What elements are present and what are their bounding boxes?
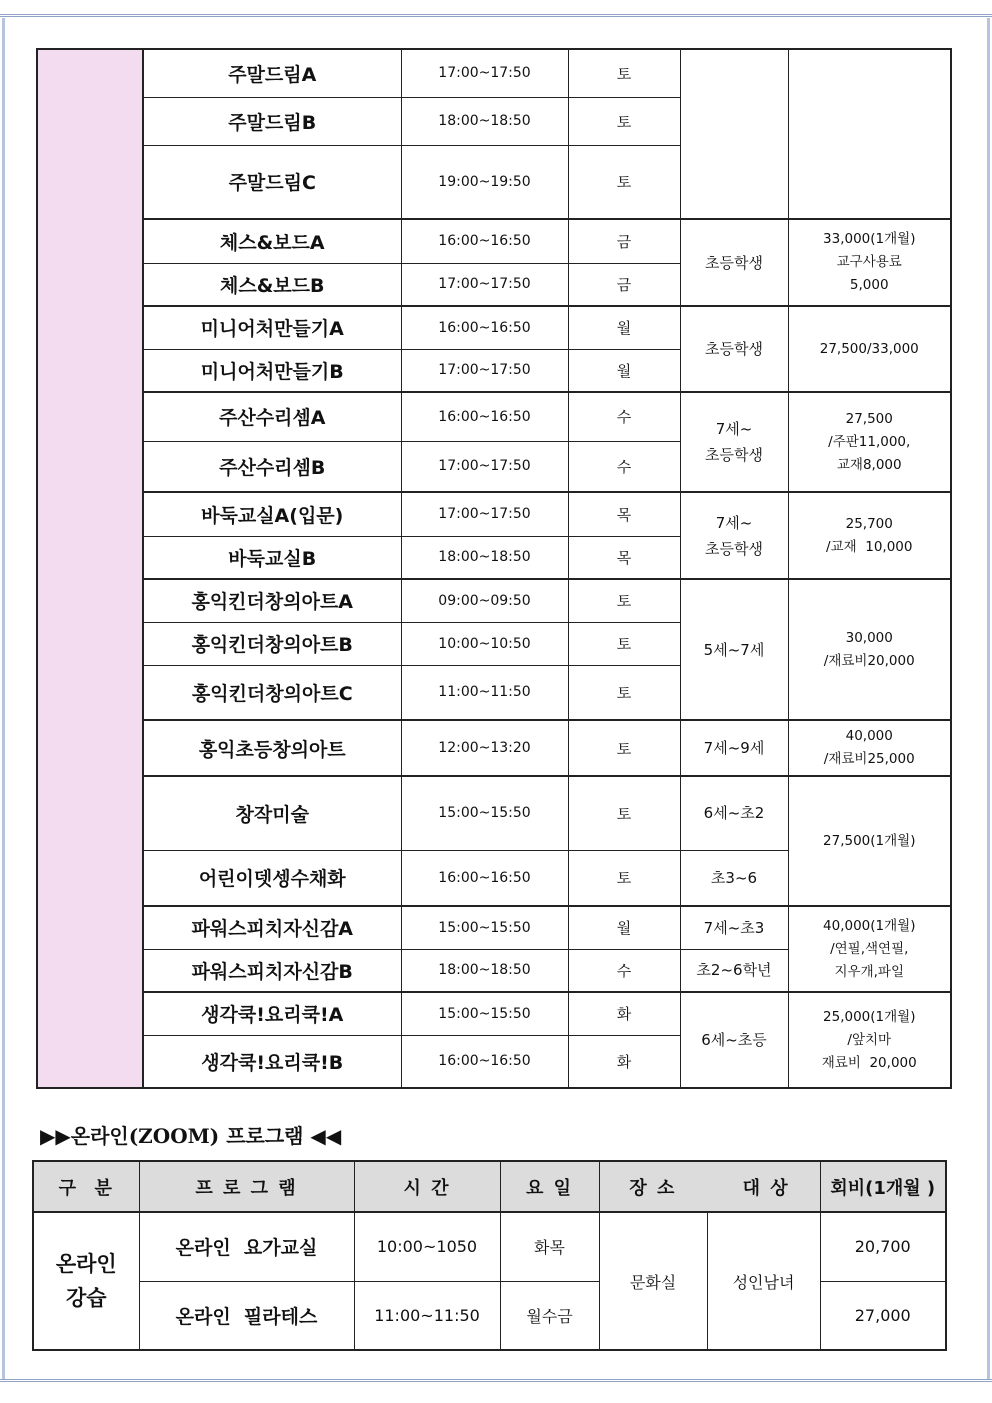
program-day: 토	[568, 579, 680, 622]
fee-line: 재료비 20,000	[821, 1054, 917, 1071]
program-name: 바둑교실A(입문)	[143, 492, 401, 536]
target-cell	[680, 392, 788, 492]
program-name: 어린이뎃셍수채화	[143, 850, 401, 906]
fee-line: /재료비20,000	[823, 652, 915, 669]
header-time: 시 간	[354, 1161, 500, 1212]
program-name: 파워스피치자신감A	[143, 906, 401, 949]
program-name: 주산수리셈B	[143, 441, 401, 492]
program-name: 주말드림B	[143, 97, 401, 145]
program-day: 월	[568, 306, 680, 349]
header-category: 구 분	[33, 1161, 139, 1212]
program-fee: 20,700	[820, 1212, 946, 1281]
program-day: 월수금	[500, 1281, 599, 1350]
program-time: 17:00~17:50	[401, 492, 568, 536]
program-time: 17:00~17:50	[401, 263, 568, 306]
fee-cell	[788, 219, 951, 306]
program-name: 홍익초등창의아트	[143, 720, 401, 776]
program-name: 홍익킨더창의아트B	[143, 622, 401, 665]
page-frame-top	[0, 14, 992, 21]
fee-cell	[788, 49, 951, 219]
program-name: 생각쿡!요리쿡!B	[143, 1035, 401, 1088]
program-target: 성인남녀	[707, 1212, 820, 1350]
fee-line: 33,000(1개월)	[823, 231, 916, 247]
program-time: 19:00~19:50	[401, 145, 568, 219]
program-time: 16:00~16:50	[401, 219, 568, 263]
program-day: 토	[568, 665, 680, 720]
header-program: 프 로 그 램	[139, 1161, 354, 1212]
program-time: 11:00~11:50	[401, 665, 568, 720]
category-line: 강습	[65, 1286, 107, 1310]
program-day: 수	[568, 949, 680, 992]
fee-line: 27,500	[845, 410, 893, 427]
target-cell: 6세~초2	[680, 776, 788, 850]
program-time: 16:00~16:50	[401, 392, 568, 441]
program-time: 18:00~18:50	[401, 536, 568, 579]
program-time: 15:00~15:50	[401, 776, 568, 850]
program-time: 17:00~17:50	[401, 349, 568, 392]
fee-line: /앞치마	[847, 1031, 892, 1048]
fee-cell: 27,500/33,000	[788, 306, 951, 392]
target-cell: 7세~9세	[680, 720, 788, 776]
table-row	[37, 720, 951, 776]
program-day: 토	[568, 850, 680, 906]
fee-cell	[788, 992, 951, 1088]
header-day: 요 일	[500, 1161, 599, 1212]
table-row	[37, 306, 951, 349]
table-row	[37, 906, 951, 949]
target-line: 7세~	[715, 420, 753, 438]
target-cell	[680, 49, 788, 219]
program-name: 주말드림A	[143, 49, 401, 97]
program-name: 온라인 필라테스	[139, 1281, 354, 1350]
fee-line: /재료비25,000	[823, 751, 915, 767]
page-frame-bottom	[0, 1379, 992, 1386]
program-day: 월	[568, 906, 680, 949]
program-name: 홍익킨더창의아트A	[143, 579, 401, 622]
program-time: 15:00~15:50	[401, 992, 568, 1035]
table-row	[37, 579, 951, 622]
fee-line: 30,000	[845, 629, 893, 646]
target-cell: 초등학생	[680, 306, 788, 392]
program-time: 10:00~1050	[354, 1212, 500, 1281]
table-row	[37, 392, 951, 441]
fee-cell	[788, 492, 951, 579]
fee-cell: 27,500(1개월)	[788, 776, 951, 906]
fee-line: /교재 10,000	[826, 538, 913, 555]
fee-line: 지우개,파일	[834, 963, 904, 980]
program-time: 12:00~13:20	[401, 720, 568, 776]
program-time: 09:00~09:50	[401, 579, 568, 622]
program-name: 체스&보드A	[143, 219, 401, 263]
target-line: 초등학생	[705, 446, 763, 464]
online-section-heading: ▶▶온라인(ZOOM) 프로그램 ◀◀	[40, 1124, 342, 1148]
table-row	[37, 992, 951, 1035]
table-row	[33, 1212, 946, 1281]
fee-cell	[788, 579, 951, 720]
program-day: 토	[568, 720, 680, 776]
target-line: 7세~	[715, 513, 753, 532]
table-header-row	[33, 1161, 946, 1212]
program-time: 10:00~10:50	[401, 622, 568, 665]
table-row	[37, 776, 951, 850]
program-time: 18:00~18:50	[401, 949, 568, 992]
program-name: 파워스피치자신감B	[143, 949, 401, 992]
program-day: 화	[568, 1035, 680, 1088]
category-line: 온라인	[55, 1252, 117, 1276]
program-day: 금	[568, 263, 680, 306]
target-cell: 초2~6학년	[680, 949, 788, 992]
fee-line: 교구사용료	[836, 254, 902, 270]
program-time: 18:00~18:50	[401, 97, 568, 145]
program-name: 체스&보드B	[143, 263, 401, 306]
program-name: 주말드림C	[143, 145, 401, 219]
program-schedule-table	[36, 48, 952, 1089]
program-day: 수	[568, 392, 680, 441]
target-cell: 초등학생	[680, 219, 788, 306]
program-day: 목	[568, 492, 680, 536]
program-day: 금	[568, 219, 680, 263]
program-time: 11:00~11:50	[354, 1281, 500, 1350]
online-category	[33, 1212, 139, 1350]
fee-line: 40,000	[845, 728, 893, 744]
fee-line: 25,000(1개월)	[823, 1008, 916, 1025]
program-day: 수	[568, 441, 680, 492]
online-program-table	[32, 1160, 947, 1351]
fee-line: 25,700	[845, 515, 893, 532]
fee-line: /연필,색연필,	[830, 940, 909, 957]
program-place: 문화실	[599, 1212, 707, 1350]
target-cell: 6세~초등	[680, 992, 788, 1088]
program-name: 주산수리셈A	[143, 392, 401, 441]
page-frame-right	[987, 18, 990, 1380]
program-fee: 27,000	[820, 1281, 946, 1350]
program-day: 화	[568, 992, 680, 1035]
fee-cell	[788, 906, 951, 992]
fee-line: /주판11,000,	[828, 433, 911, 450]
table-row	[37, 49, 951, 97]
category-cell	[37, 49, 143, 1088]
target-line: 초등학생	[705, 539, 763, 558]
program-time: 16:00~16:50	[401, 850, 568, 906]
program-time: 16:00~16:50	[401, 1035, 568, 1088]
program-name: 바둑교실B	[143, 536, 401, 579]
program-time: 17:00~17:50	[401, 441, 568, 492]
program-name: 미니어처만들기A	[143, 306, 401, 349]
program-time: 15:00~15:50	[401, 906, 568, 949]
program-name: 온라인 요가교실	[139, 1212, 354, 1281]
program-name: 미니어처만들기B	[143, 349, 401, 392]
fee-line: 5,000	[849, 277, 889, 293]
program-name: 생각쿡!요리쿡!A	[143, 992, 401, 1035]
header-place-target: 장 소 대 상	[599, 1161, 820, 1212]
target-cell: 7세~초3	[680, 906, 788, 949]
program-name: 홍익킨더창의아트C	[143, 665, 401, 720]
program-day: 화목	[500, 1212, 599, 1281]
target-cell: 초3~6	[680, 850, 788, 906]
program-day: 토	[568, 49, 680, 97]
table-row	[37, 492, 951, 536]
program-day: 월	[568, 349, 680, 392]
table-row	[37, 219, 951, 263]
fee-line: 40,000(1개월)	[823, 917, 916, 934]
fee-line: 교재8,000	[836, 456, 902, 473]
program-day: 목	[568, 536, 680, 579]
program-time: 17:00~17:50	[401, 49, 568, 97]
target-cell: 5세~7세	[680, 579, 788, 720]
page-frame-left	[2, 18, 5, 1380]
header-fee: 회비(1개월 )	[820, 1161, 946, 1212]
fee-cell	[788, 392, 951, 492]
program-day: 토	[568, 145, 680, 219]
program-time: 16:00~16:50	[401, 306, 568, 349]
program-day: 토	[568, 776, 680, 850]
program-day: 토	[568, 622, 680, 665]
program-day: 토	[568, 97, 680, 145]
target-cell	[680, 492, 788, 579]
program-name: 창작미술	[143, 776, 401, 850]
fee-cell	[788, 720, 951, 776]
